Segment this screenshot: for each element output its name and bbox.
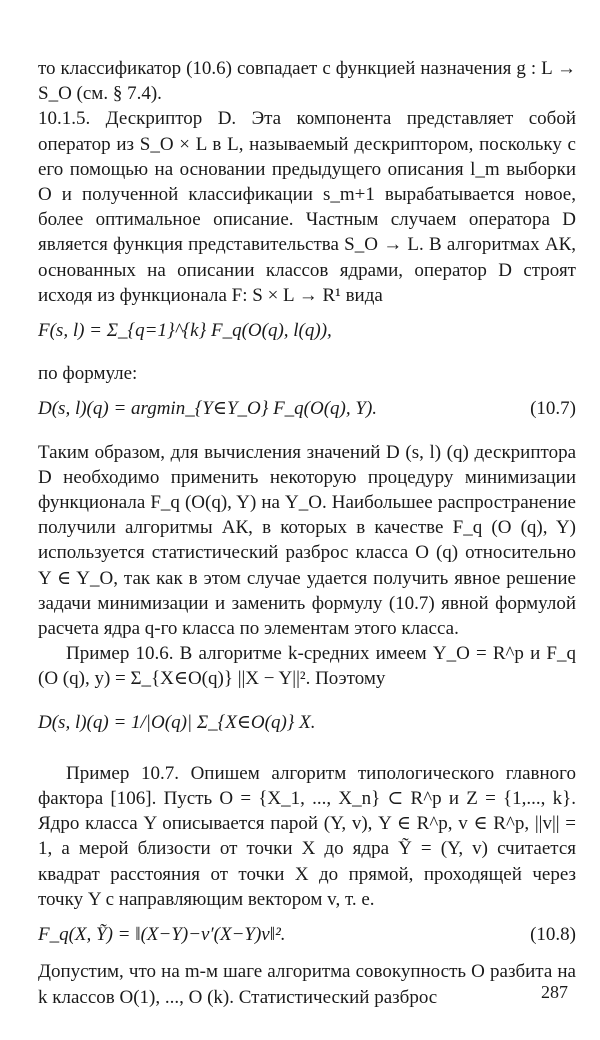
- equation-text: F(s, l) = Σ_{q=1}^{k} F_q(O(q), l(q)),: [38, 320, 332, 342]
- equation-f-sum: [38, 318, 576, 343]
- paragraph-suppose: Допустим, что на m-м шаге алгоритма совокупность O разбита на k классов O(1), ..., O (k). Статистический разброс: [38, 961, 576, 1008]
- equation-10-7: [38, 396, 576, 421]
- equation-text: D(s, l)(q) = 1/|O(q)| Σ_{X∈O(q)} X.: [38, 711, 316, 733]
- equation-text: F_q(X, Ỹ) = ‖(X−Y)−v′(X−Y)v‖².: [38, 924, 286, 946]
- example-10-6: Пример 10.6. В алгоритме k-средних имеем Y_O = R^p и F_q (O (q), y) = Σ_{X∈O(q)} ||X − Y||². Поэтому: [38, 643, 576, 690]
- section-10-1-5: 10.1.5. Дескриптор D. Эта компонента представляет собой оператор из S_O × L в L, называемый дескриптором, поскольку с его помощью на основании предыдущего описания l_m выборки O и полученной классификации s_m+1 вырабатывается новое, более оптимальное описание. Частным случаем оператора D является функция представительства S_O → L. В алгоритмах АК, основанных на описании классов ядрами, оператор D строят исходя из функционала F: S × L → R¹ вида: [38, 108, 576, 306]
- paragraph-by-formula: по формуле:: [38, 363, 138, 385]
- page-number: 287: [541, 982, 568, 1002]
- equation-10-8: [38, 922, 576, 947]
- paragraph-thus: Таким образом, для вычисления значений D (s, l) (q) дескриптора D необходимо применить некоторую процедуру минимизации функционала F_q (O(q), Y) на Y_O. Наибольшее распространение получили алгоритмы АК, в которых в качестве F_q (O (q), Y) используется статистический разброс класса O (q) относительно Y ∈ Y_O, так как в этом случае удается получить явное решение задачи минимизации и заменить формулу (10.7) явной формулой расчета ядра q-го класса по элементам этого класса.: [38, 441, 576, 640]
- page-body: [38, 56, 576, 1010]
- equation-number: (10.8): [530, 924, 576, 946]
- example-10-7: Пример 10.7. Опишем алгоритм типологического главного фактора [106]. Пусть O = {X_1, ..., X_n} ⊂ R^p и Z = {1,..., k}. Ядро класса Y описывается парой (Y, v), Y ∈ R^p, v ∈ R^p, ||v|| = 1, а мерой близости от точки X до ядра Ỹ = (Y, v) считается квадрат расстояния от точки X до прямой, проходящей через точку Y с направляющим вектором v, т. е.: [38, 762, 576, 910]
- equation-text: D(s, l)(q) = argmin_{Y∈Y_O} F_q(O(q), Y).: [38, 398, 378, 420]
- equation-number: (10.7): [530, 398, 576, 420]
- equation-kmeans-kernel: [38, 710, 576, 735]
- paragraph-continuation: то классификатор (10.6) совпадает с функцией назначения g : L → S_O (см. § 7.4).: [38, 58, 576, 105]
